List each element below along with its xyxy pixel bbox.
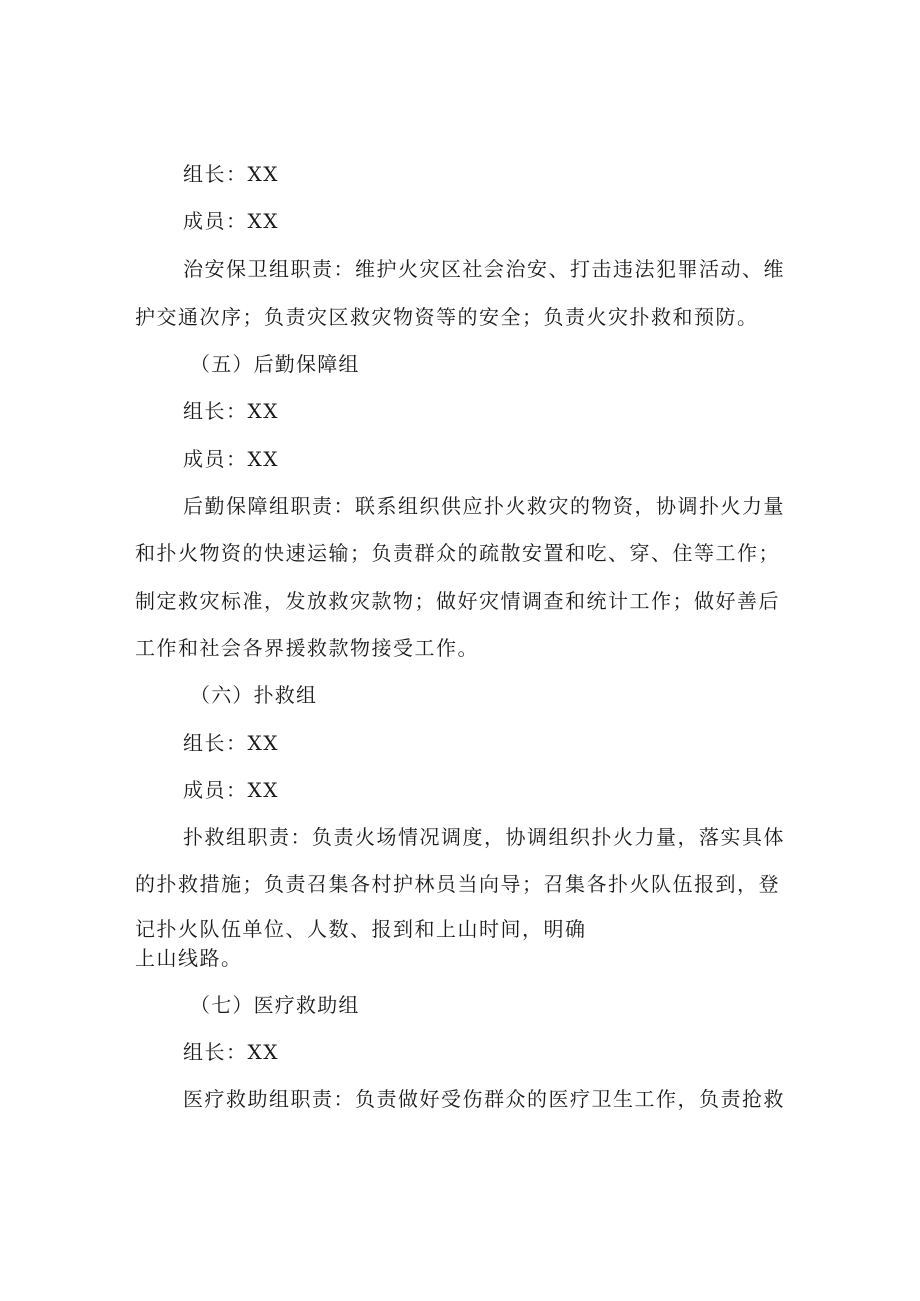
section7-heading: （七）医疗救助组: [190, 993, 360, 1017]
section5-duty-line-3: 制定救灾标准，发放救灾款物；做好灾情调查和统计工作；做好善后: [135, 589, 780, 613]
section6-members: 成员：XX: [183, 778, 279, 802]
section7-leader: 组长：XX: [183, 1040, 279, 1064]
section5-duty-line-4: 工作和社会各界援救款物接受工作。: [135, 636, 479, 660]
section6-duty-line-1: 扑救组职责：负责火场情况调度，协调组织扑火力量，落实具体: [183, 825, 785, 849]
section5-heading: （五）后勤保障组: [190, 352, 360, 376]
section4-members: 成员：XX: [183, 209, 279, 233]
section6-duty-line-3: 记扑火队伍单位、人数、报到和上山时间，明确: [135, 917, 587, 941]
section5-members: 成员：XX: [183, 447, 279, 471]
section6-duty-line-2: 的扑救措施；负责召集各村护林员当向导；召集各扑火队伍报到，登: [135, 872, 780, 896]
section6-leader: 组长：XX: [183, 731, 279, 755]
section5-duty-line-2: 和扑火物资的快速运输；负责群众的疏散安置和吃、穿、住等工作；: [135, 541, 780, 565]
section4-duty-line-2: 护交通次序；负责灾区救灾物资等的安全；负责火灾扑救和预防。: [135, 305, 759, 329]
section4-duty-line-1: 治安保卫组职责：维护火灾区社会治安、打击违法犯罪活动、维: [183, 257, 785, 281]
section5-leader: 组长：XX: [183, 399, 279, 423]
section4-leader: 组长：XX: [183, 162, 279, 186]
section5-duty-line-1: 后勤保障组职责：联系组织供应扑火救灾的物资，协调扑火力量: [183, 494, 785, 518]
section6-duty-line-4: 上山线路。: [135, 946, 243, 970]
section7-duty-line-1: 医疗救助组职责：负责做好受伤群众的医疗卫生工作，负责抢救: [183, 1087, 785, 1111]
section6-heading: （六）扑救组: [190, 683, 318, 707]
